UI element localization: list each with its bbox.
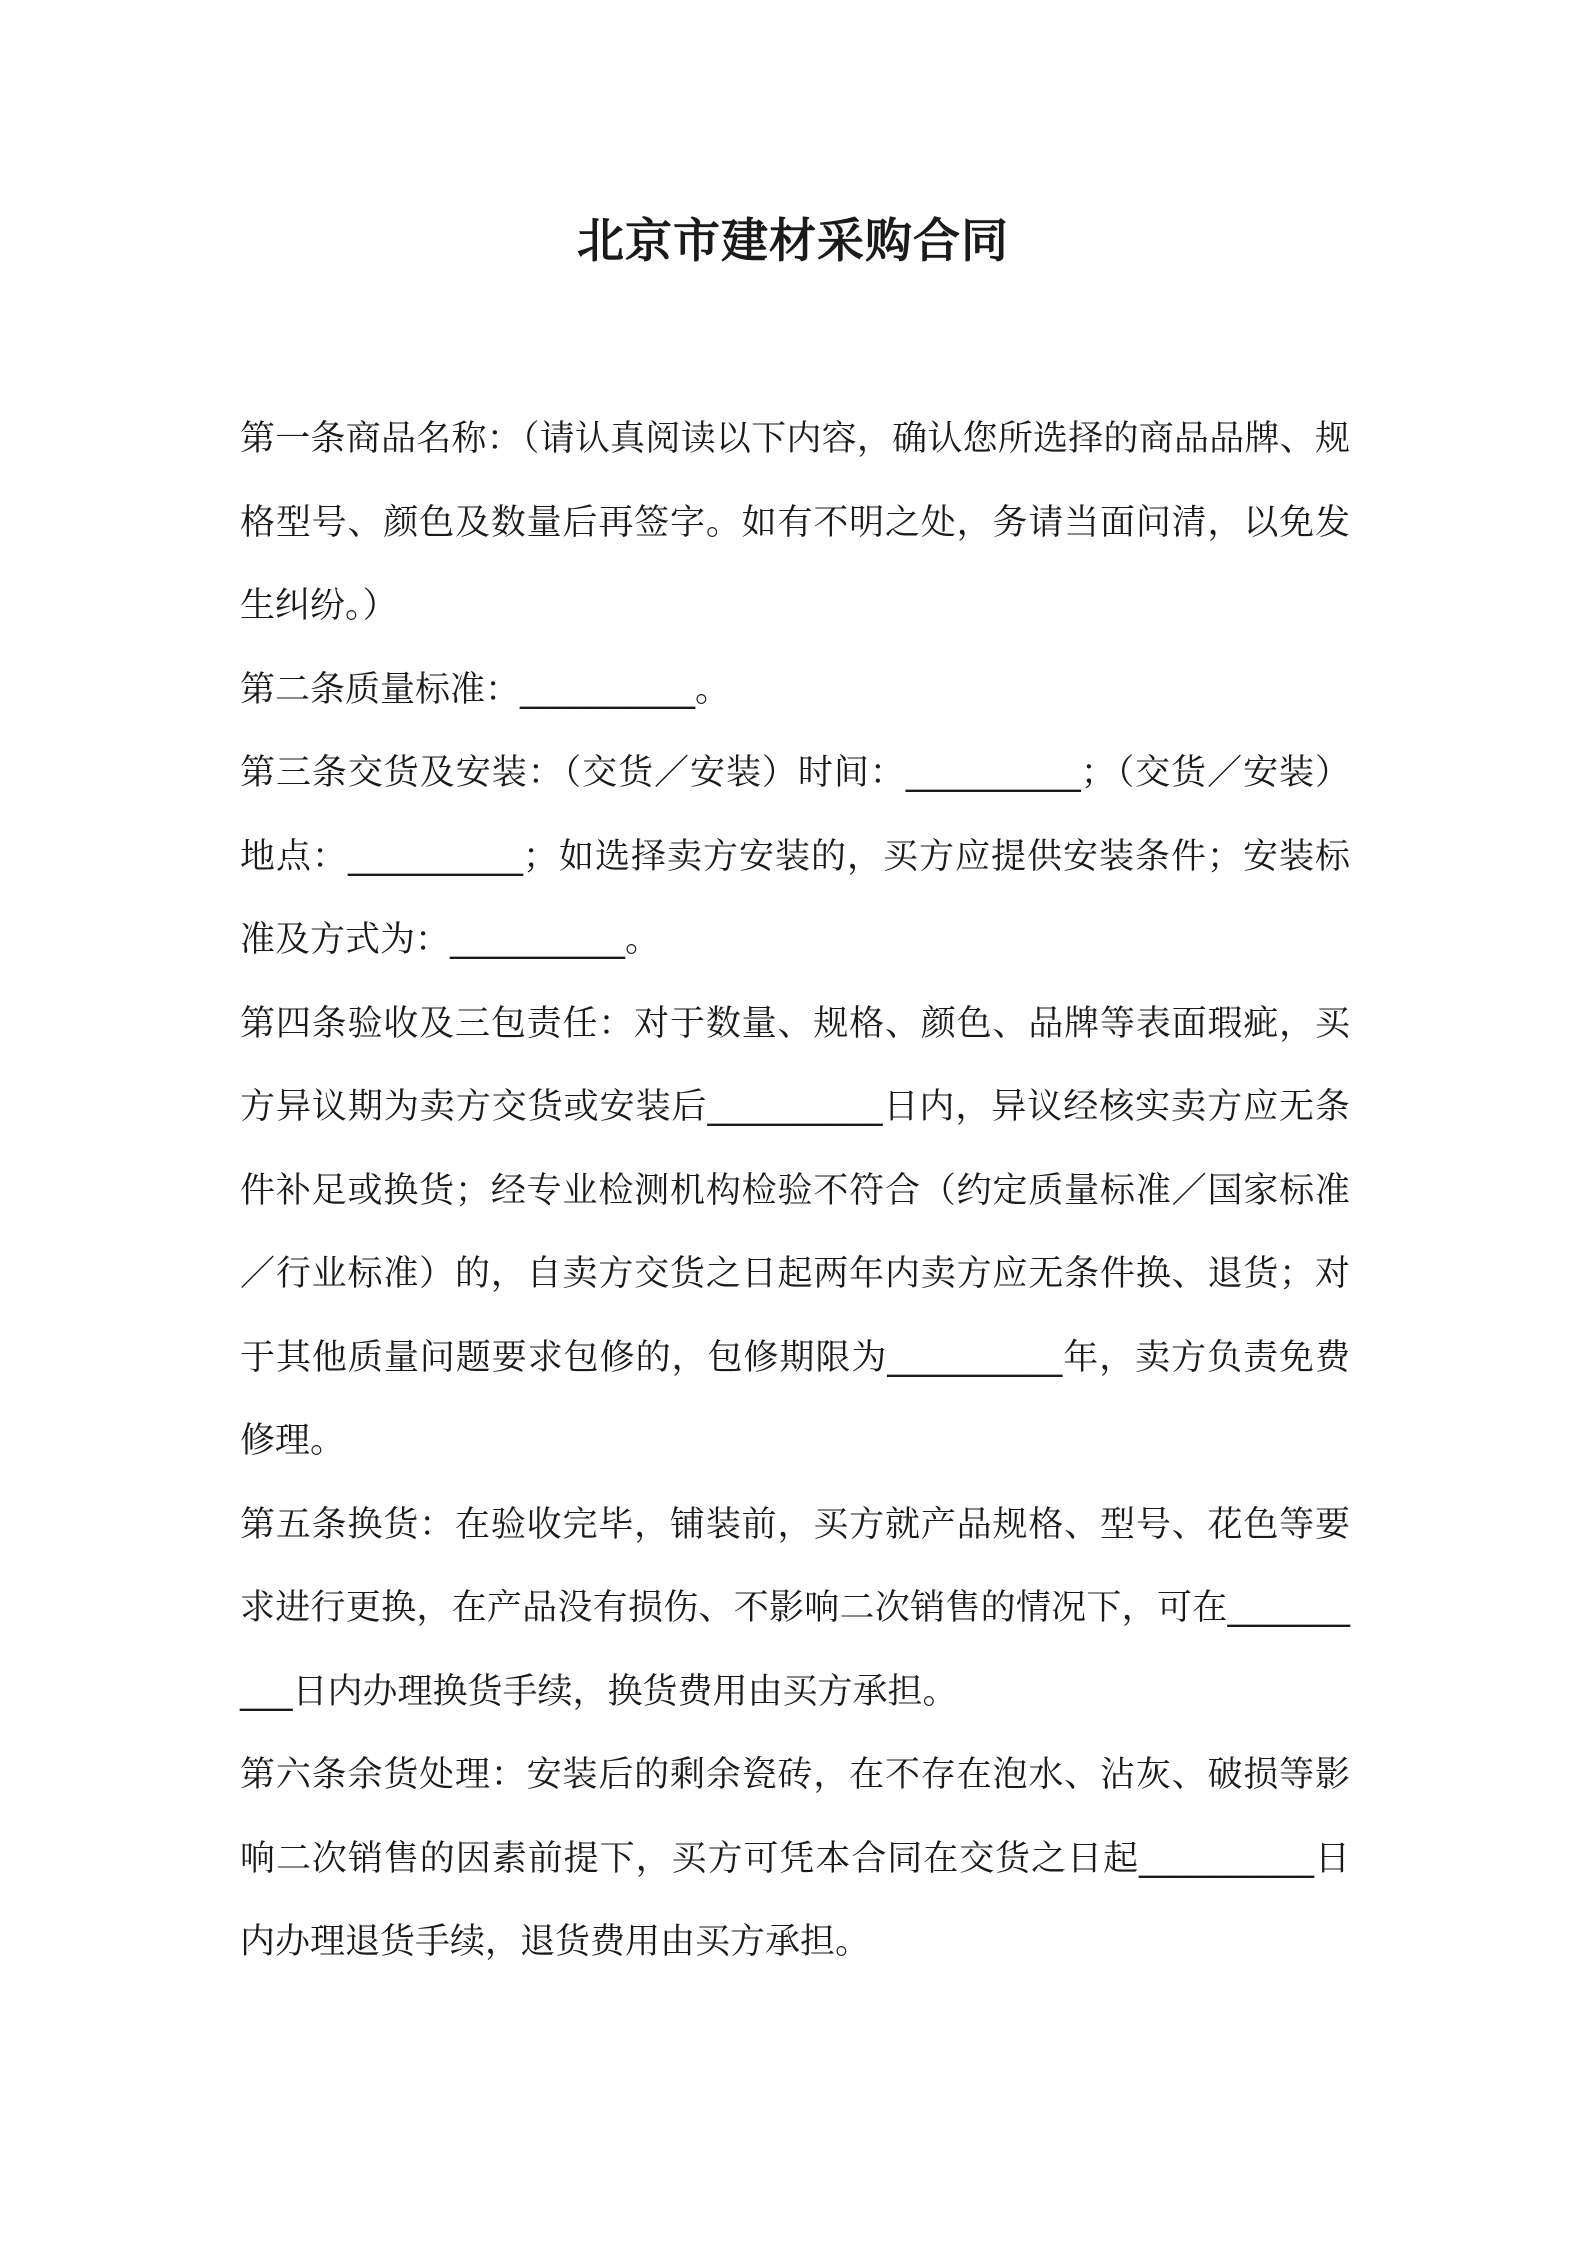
article-3-delivery-installation: 第三条交货及安装：（交货／安装）时间：__________；（交货／安装）地点：__________；如选择卖方安装的，买方应提供安装条件；安装标准及方式为：__________。: [240, 753, 1350, 960]
article-1-product-name: 第一条商品名称：（请认真阅读以下内容，确认您所选择的商品品牌、规格型号、颜色及数量后再签字。如有不明之处，务请当面问清，以免发生纠纷。）: [240, 419, 1350, 626]
article-6-surplus-goods: 第六条余货处理：安装后的剩余瓷砖，在不存在泡水、沾灰、破损等影响二次销售的因素前提下，买方可凭本合同在交货之日起__________日内办理退货手续，退货费用由买方承担。: [240, 1755, 1350, 1962]
contract-body: [240, 398, 1350, 1985]
article-4-acceptance-warranty: 第四条验收及三包责任：对于数量、规格、颜色、品牌等表面瑕疵，买方异议期为卖方交货或安装后__________日内，异议经核实卖方应无条件补足或换货；经专业检测机构检验不符合（约定质量标准／国家标准／行业标准）的，自卖方交货之日起两年内卖方应无条件换、退货；对于其他质量问题要求包修的，包修期限为__________年，卖方负责免费修理。: [240, 1003, 1350, 1461]
article-5-exchange: 第五条换货：在验收完毕，铺装前，买方就产品规格、型号、花色等要求进行更换，在产品没有损伤、不影响二次销售的情况下，可在__________日内办理换货手续，换货费用由买方承担。: [240, 1504, 1350, 1712]
article-2-quality-standard: 第二条质量标准：__________。: [240, 669, 731, 710]
document-title: 北京市建材采购合同: [577, 214, 1009, 269]
